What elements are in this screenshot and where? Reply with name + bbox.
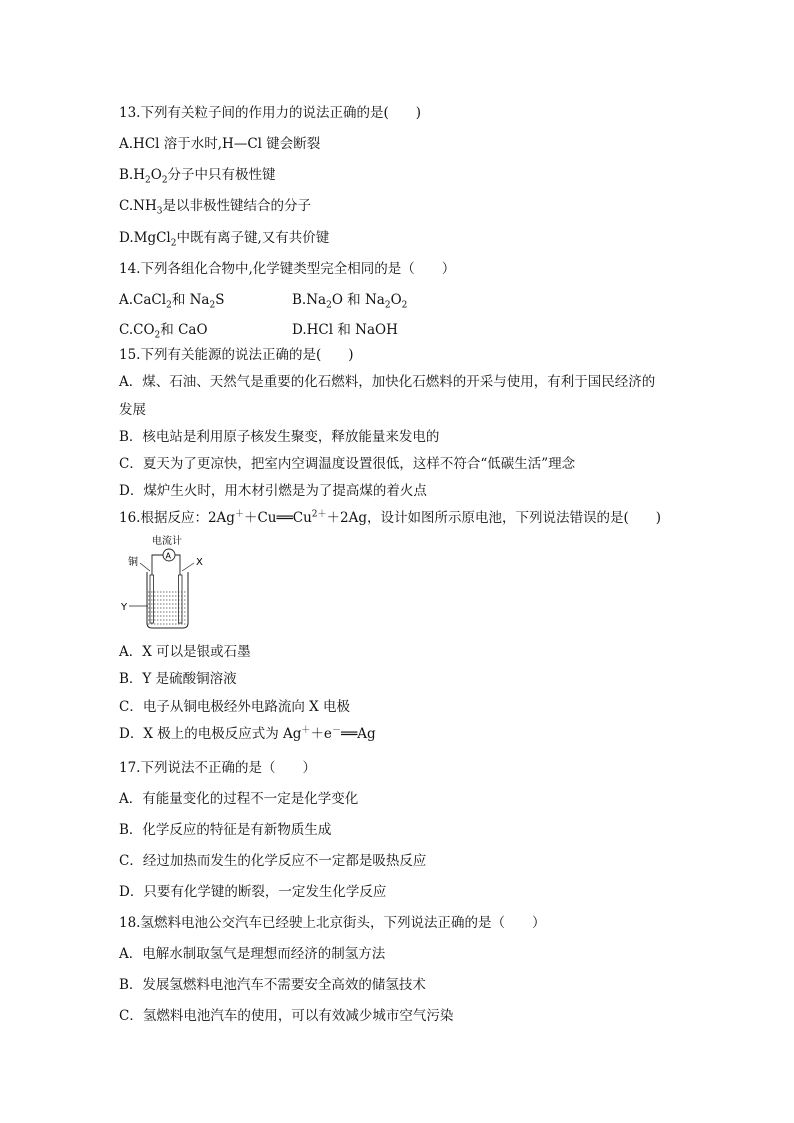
q18-option-c: C．氢燃料电池汽车的使用，可以有效减少城市空气污染 (119, 1008, 454, 1024)
q18-option-b: B．发展氢燃料电池汽车不需要安全高效的储氢技术 (119, 977, 426, 993)
q14-stem: 14.下列各组化合物中,化学键类型完全相同的是（ ） (119, 261, 456, 277)
q16-option-d: D．X 极上的电极反应式为 Ag＋＋e－══Ag (119, 725, 376, 742)
wire-left (152, 555, 163, 575)
q14-option-a: A.CaCl$_2$和 $Na_2S$ (119, 292, 225, 311)
q15-stem: 15.下列有关能源的说法正确的是( ) (119, 347, 354, 363)
q13-stem: 13.下列有关粒子间的作用力的说法正确的是( ) (119, 105, 422, 121)
q14-option-d: D.HCl 和 NaOH (292, 322, 398, 338)
q18-stem: 18.氢燃料电池公交汽车已经驶上北京街头，下列说法正确的是（ ） (119, 915, 546, 931)
copper-pointer (140, 563, 150, 571)
q17-option-c: C．经过加热而发生的化学反应不一定都是吸热反应 (119, 853, 427, 869)
q15-option-c: C．夏天为了更凉快，把室内空调温度设置很低，这样不符合“低碳生活”理念 (119, 456, 576, 472)
q17-stem: 17.下列说法不正确的是（ ） (119, 760, 316, 776)
x-electrode-label: X (196, 557, 203, 568)
galvanic-cell-figure (120, 535, 210, 635)
q14-option-b: $B.Na_2O$ 和 $Na_2O_2$ (292, 292, 408, 311)
q16-stem: 16.根据反应：$2Ag^++Cu══Cu^{2+}+2Ag$，设计如图所示原电池，下列说法错误的是( ) (119, 509, 662, 526)
q15-option-a: A．煤、石油、天然气是重要的化石燃料，加快化石燃料的开采与使用，有利于国民经济的 (119, 374, 656, 390)
q13-option-a: A.HCl 溶于水时,H—Cl 键会断裂 (119, 136, 321, 152)
x-pointer (182, 563, 194, 571)
copper-electrode-label: 铜 (128, 557, 138, 568)
q15-option-b: B．核电站是利用原子核发生聚变，释放能量来发电的 (119, 429, 440, 445)
q17-option-a: A．有能量变化的过程不一定是化学变化 (119, 791, 359, 807)
q15-option-a-cont: 发展 (119, 402, 146, 418)
wire-right (175, 555, 180, 575)
solution-label: Y (121, 602, 128, 613)
q13-option-b: $B.H_2O_2$分子中只有极性键 (119, 167, 276, 186)
q16-option-a: A．X 可以是银或石墨 (119, 644, 251, 660)
q15-option-d: D．煤炉生火时，用木材引燃是为了提高煤的着火点 (119, 483, 427, 499)
q16-option-c: C．电子从铜电极经外电路流向 X 电极 (119, 699, 351, 715)
ammeter-symbol: A (165, 551, 171, 561)
q13-option-d: D.MgCl$_2$中既有离子键,又有共价键 (119, 230, 330, 249)
q14-option-c: $C.CO_2$和 CaO (119, 322, 208, 341)
q16-option-b: B．Y 是硫酸铜溶液 (119, 671, 237, 687)
q13-option-c: $C.NH_3$是以非极性键结合的分子 (119, 198, 311, 217)
q18-option-a: A．电解水制取氢气是理想而经济的制氢方法 (119, 946, 386, 962)
q17-option-d: D．只要有化学键的断裂，一定发生化学反应 (119, 884, 387, 900)
meter-label: 电流计 (152, 536, 182, 547)
q17-option-b: B．化学反应的特征是有新物质生成 (119, 822, 332, 838)
